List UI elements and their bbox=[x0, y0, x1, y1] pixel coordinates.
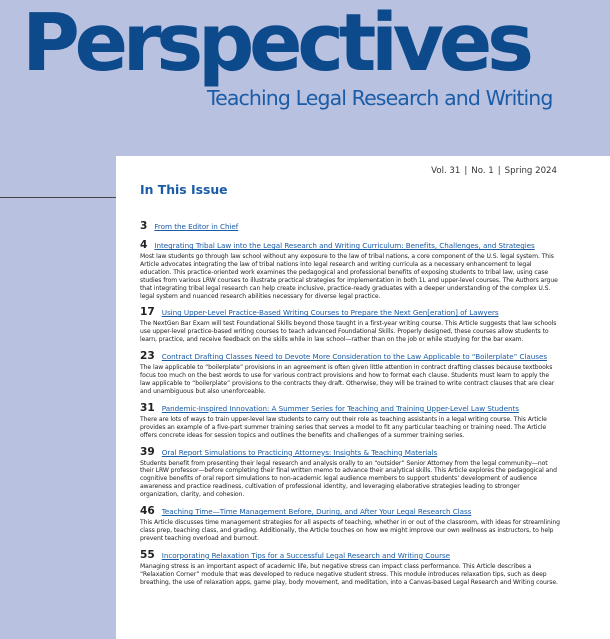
issue-volume: Vol. 31 bbox=[431, 166, 461, 176]
contents-panel bbox=[116, 156, 610, 639]
toc-entry bbox=[140, 348, 560, 396]
issue-info bbox=[431, 166, 557, 176]
article-summary: The NextGen Bar Exam will test Foundational Skills beyond those taught in a first-year writing course. This Article suggests that law schools use upper-level practice-based writing courses to teach advanced Foundational Skills. Properly designed, these courses allow students to learn, practice, and receive feedback on the skills while in law school—rather than on the job or while studying for the bar exam. bbox=[140, 320, 557, 344]
article-link[interactable]: Using Upper-Level Practice-Based Writing Courses to Prepare the Next Gen[eration] of Lawyers bbox=[161, 308, 499, 318]
article-link[interactable]: Oral Report Simulations to Practicing Attorneys: Insights & Teaching Materials bbox=[161, 447, 438, 457]
page-number: 3 bbox=[140, 220, 148, 232]
toc-entry bbox=[140, 547, 560, 587]
toc-entry bbox=[140, 503, 560, 543]
page-number: 39 bbox=[140, 445, 155, 458]
toc-entry bbox=[140, 218, 560, 233]
issue-season: Spring 2024 bbox=[504, 166, 557, 176]
article-link[interactable]: Integrating Tribal Law into the Legal Research and Writing Curriculum: Benefits, Challenges, and Strategies bbox=[154, 241, 535, 250]
page-number: 23 bbox=[140, 350, 155, 363]
article-link[interactable]: Contract Drafting Classes Need to Devote More Consideration to the Law Applicable to “Boilerplate” Clauses bbox=[161, 352, 548, 362]
page-number: 4 bbox=[140, 239, 148, 251]
article-summary: The law applicable to “boilerplate” provisions in an agreement is often given little attention in contract drafting classes because textbooks focus too much on the best words to use for various contract provisions and how to format each clause. Students must learn to apply the law applicable to “boilerplate” provisions to the contracts they draft. Otherwise, they will be trained to write contract clauses that are clear and unambiguous but also unenforceable. bbox=[140, 364, 555, 395]
issue-separator: | bbox=[464, 166, 468, 176]
toc-entry bbox=[140, 304, 560, 344]
page-number: 46 bbox=[140, 505, 155, 518]
issue-separator: | bbox=[497, 166, 501, 176]
article-summary: Most law students go through law school without any exposure to the law of tribal nations, a core component of the U.S. legal system. This Article advocates integrating the law of tribal nations into legal research and writing curricula as a necessary enhancement to legal education. This practice-oriented work examines the pedagogical and professional benefits of exposing students to tribal law, using case studies from various LRW courses to illustrate practical strategies for implementation in both 1L and upper-level courses. The Authors argue that integrating tribal legal research can help create inclusive, practice-ready graduates with a deeper understanding of the complex U.S. legal system and nuanced research abilities necessary for diverse legal practice. bbox=[140, 253, 558, 300]
table-of-contents bbox=[140, 218, 560, 590]
page-number: 55 bbox=[140, 548, 155, 561]
toc-entry bbox=[140, 400, 560, 440]
article-summary: This Article discusses time management strategies for all aspects of teaching, whether in or out of the classroom, with ideas for streamlining class prep, teaching class, and grading. Additionally, the Article touches on how we might improve our own wellness as instructors, to help prevent teaching overload and burnout. bbox=[140, 519, 560, 542]
article-summary: Students benefit from presenting their legal research and analysis orally to an “outsider” Senior Attorney from the legal community—not their LRW professor—before completing their final written memo to advance their analytical skills. This Article explores the pedagogical and cognitive benefits of oral report simulations to non-academic legal audience members to support students’ development of audience awareness and practice readiness, cultivation of professional identity, and leveraging elaborative strategies leading to stronger organization, clarity, and cohesion. bbox=[140, 459, 557, 499]
section-heading: In This Issue bbox=[140, 182, 228, 197]
article-link[interactable]: Incorporating Relaxation Tips for a Successful Legal Research and Writing Course bbox=[161, 550, 451, 560]
article-link[interactable]: From the Editor in Chief bbox=[154, 222, 239, 231]
issue-number: No. 1 bbox=[471, 166, 494, 176]
toc-entry bbox=[140, 237, 560, 300]
toc-entry bbox=[140, 444, 560, 500]
masthead-title: Perspectives bbox=[22, 0, 529, 89]
article-link[interactable]: Pandemic-Inspired Innovation: A Summer Series for Teaching and Training Upper-Level Law Students bbox=[161, 403, 519, 413]
page-number: 31 bbox=[140, 401, 155, 414]
article-summary: There are lots of ways to train upper-level law students to carry out their role as teaching assistants in a legal writing course. This Article provides an example of a five-part summer training series that serves a model to fit any particular teaching or training need. The Article offers concrete ideas for session topics and outlines the benefits and challenges of a summer training series. bbox=[140, 415, 547, 439]
masthead-subtitle: Teaching Legal Research and Writing bbox=[207, 86, 553, 110]
article-summary: Managing stress is an important aspect of academic life, but negative stress can impact class performance. This Article describes a “Relaxation Corner” module that was developed to reduce negative student stress. This module introduces relaxation tips, such as deep breathing, the use of relaxation apps, game play, body movement, and meditation, into a Canvas-based Legal Research and Writing course. bbox=[140, 562, 558, 586]
page-number: 17 bbox=[140, 306, 155, 319]
article-link[interactable]: Teaching Time—Time Management Before, During, and After Your Legal Research Class bbox=[161, 507, 472, 517]
